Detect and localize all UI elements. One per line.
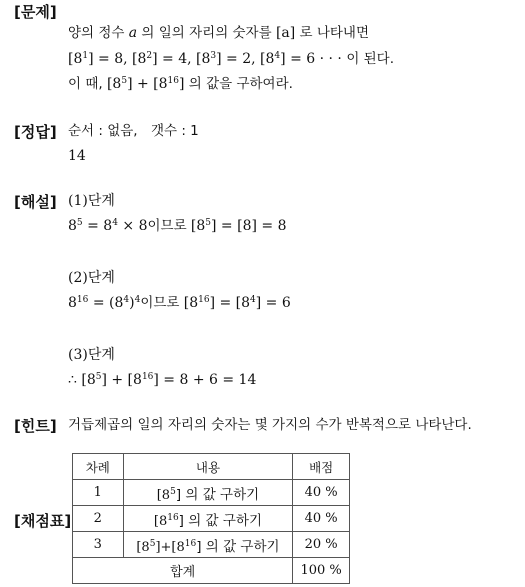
rubric-total-row bbox=[73, 558, 350, 584]
rubric-row-content: $[8^5]$ 의 값 구하기 bbox=[123, 480, 293, 506]
problem-line-2: $[8^1] = 8$, $[8^2] = 4$, $[8^3] = 2$, $[8^4] = 6$ · · · 이 된다. bbox=[68, 51, 395, 67]
solution-step-3-title: (3)단계 bbox=[68, 347, 115, 363]
solution-step-2-title: (2)단계 bbox=[68, 270, 115, 286]
rubric-header-row bbox=[73, 454, 350, 480]
rubric-total-label: 합계 bbox=[73, 558, 293, 584]
solution-step-1: $8^5 = 8^4 \times 8$이므로 $[8^5] = [8] = 8$ bbox=[68, 218, 287, 234]
solution-step-2: $8^{16} = (8^4)^4$이므로 $[8^{16}] = [8^4] = 6$ bbox=[68, 295, 291, 311]
rubric-header-content: 내용 bbox=[123, 454, 293, 480]
rubric-row bbox=[73, 506, 350, 532]
rubric-row-order: 3 bbox=[73, 532, 124, 558]
solution-step-3: ∴ $[8^5] + [8^{16}] = 8 + 6 = 14$ bbox=[68, 372, 257, 388]
rubric-row-score: 40 % bbox=[293, 506, 350, 532]
rubric-row-score: 20 % bbox=[293, 532, 350, 558]
hint-text: 거듭제곱의 일의 자리의 숫자는 몇 가지의 수가 반복적으로 나타난다. bbox=[68, 417, 472, 433]
problem-line-3: 이 때, $[8^5] + [8^{16}]$ 의 값을 구하여라. bbox=[68, 76, 293, 92]
solution-label: [해설] bbox=[14, 193, 57, 211]
answer-value: 14 bbox=[68, 148, 86, 164]
answer-line-1: 순서 : 없음, 갯수 : 1 bbox=[68, 123, 199, 139]
rubric-header-order: 차례 bbox=[73, 454, 124, 480]
rubric-row-content: $[8^5]+[8^{16}]$ 의 값 구하기 bbox=[123, 532, 293, 558]
rubric-header-score: 배점 bbox=[293, 454, 350, 480]
problem-label: [문제] bbox=[14, 3, 57, 21]
problem-line-1: 양의 정수 a 의 일의 자리의 숫자를 [a] 로 나타내면 bbox=[68, 25, 370, 41]
rubric-total-score: 100 % bbox=[293, 558, 350, 584]
rubric-table bbox=[72, 453, 350, 584]
rubric-row-content: $[8^{16}]$ 의 값 구하기 bbox=[123, 506, 293, 532]
rubric-row-order: 2 bbox=[73, 506, 124, 532]
rubric-row bbox=[73, 532, 350, 558]
rubric-label: [채점표] bbox=[14, 512, 72, 530]
rubric-row bbox=[73, 480, 350, 506]
hint-label: [힌트] bbox=[14, 417, 57, 435]
rubric-row-order: 1 bbox=[73, 480, 124, 506]
solution-step-1-title: (1)단계 bbox=[68, 193, 115, 209]
answer-label: [정답] bbox=[14, 123, 57, 141]
rubric-row-score: 40 % bbox=[293, 480, 350, 506]
